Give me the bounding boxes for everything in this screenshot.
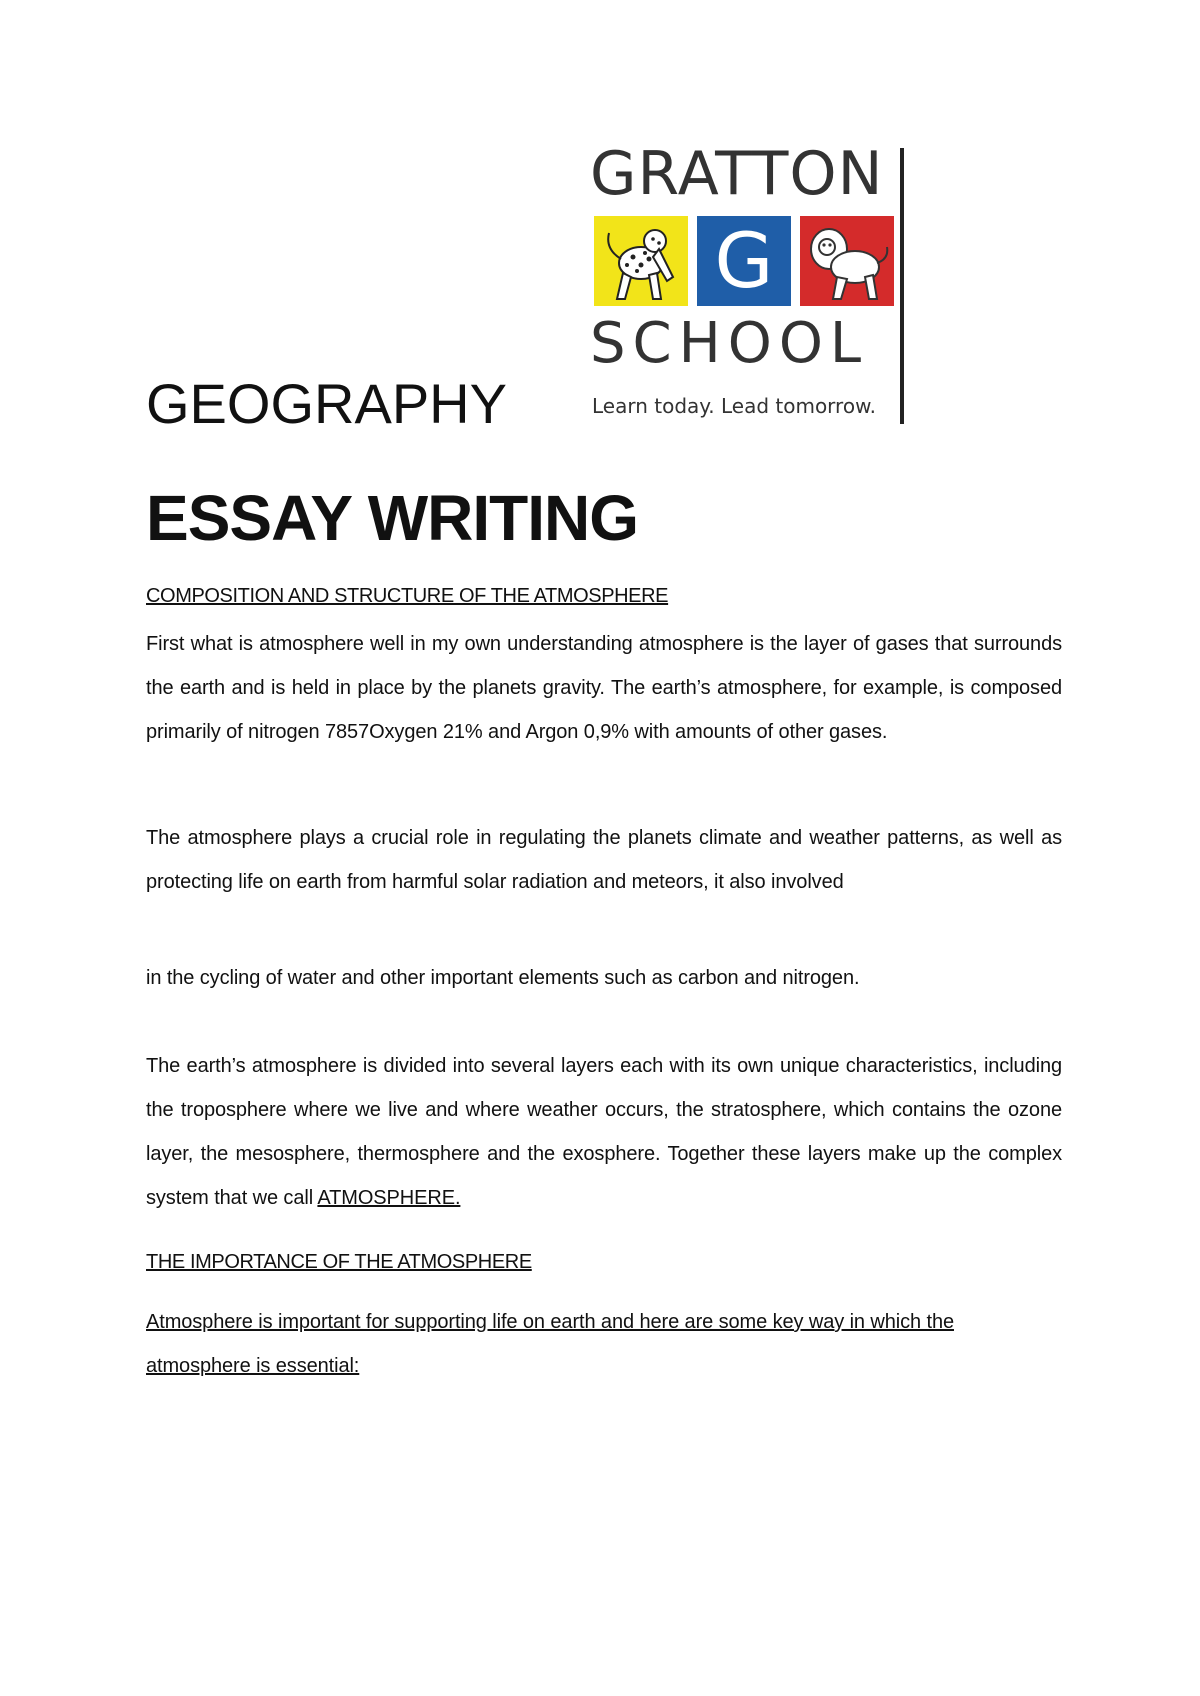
lion-tile <box>800 216 894 306</box>
paragraph-1: First what is atmosphere well in my own understanding atmosphere is the layer of gases that surrounds the earth and is held in place by the planets gravity. The earth’s atmosphere, for example, is composed primarily of nitrogen 7857Oxygen 21% and Argon 0,9% with amounts of other gases. <box>146 633 1062 743</box>
logo-tagline: Learn today. Lead tomorrow. <box>592 394 876 418</box>
paragraph-3 <box>146 1044 1062 1220</box>
logo-letter: G <box>714 216 774 305</box>
logo-top-word: GRATTON <box>590 139 884 209</box>
composition-heading: COMPOSITION AND STRUCTURE OF THE ATMOSPHERE <box>146 585 669 607</box>
logo-tiles <box>594 216 894 306</box>
lion-icon <box>803 219 891 303</box>
paragraph-2-continued: in the cycling of water and other important elements such as carbon and nitrogen. <box>146 967 860 989</box>
logo-bottom-word: SCHOOL <box>590 311 869 376</box>
importance-heading: THE IMPORTANCE OF THE ATMOSPHERE <box>146 1251 532 1273</box>
logo-divider <box>900 148 904 424</box>
importance-intro: Atmosphere is important for supporting life on earth and here are some key way in which the atmosphere is essential: <box>146 1311 954 1377</box>
atmosphere-term: ATMOSPHERE. <box>317 1187 461 1209</box>
subject-heading: GEOGRAPHY <box>146 372 507 435</box>
paragraph-2: The atmosphere plays a crucial role in regulating the planets climate and weather patterns, as well as protecting life on earth from harmful solar radiation and meteors, it also involved <box>146 827 1062 893</box>
paragraph-3-text: The earth’s atmosphere is divided into several layers each with its own unique characteristics, including the troposphere where we live and where weather occurs, the stratosphere, which contains the ozone layer, the mesosphere, thermosphere and the exosphere. Together these layers make up the complex system that we call <box>146 1055 1062 1209</box>
letter-tile <box>697 216 791 306</box>
leopard-icon <box>597 219 685 303</box>
school-logo <box>590 139 908 424</box>
document-title: ESSAY WRITING <box>146 482 638 554</box>
leopard-tile <box>594 216 688 306</box>
